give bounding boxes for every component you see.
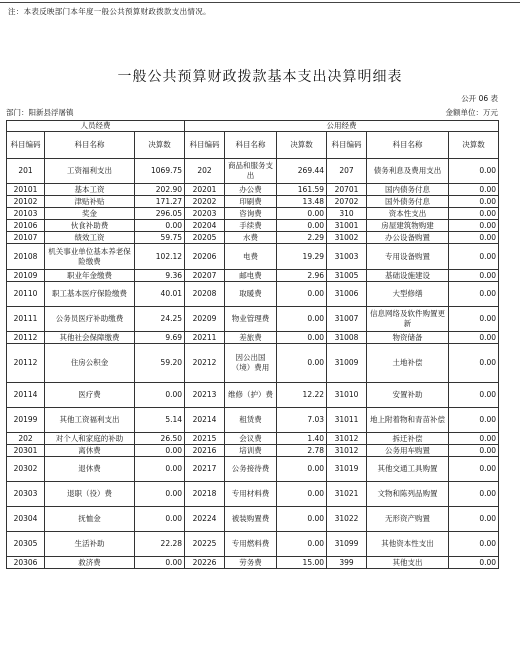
personnel-name-cell: 职业年金缴费 bbox=[45, 270, 135, 282]
unit-label: 金额单位：万元 bbox=[445, 108, 498, 117]
public-amount-cell: 13.48 bbox=[277, 196, 327, 208]
public-code-cell: 20209 bbox=[185, 307, 225, 332]
personnel-code-cell: 20101 bbox=[7, 184, 45, 196]
personnel-name-cell: 医疗费 bbox=[45, 383, 135, 408]
personnel-code-cell: 20114 bbox=[7, 383, 45, 408]
capital-amount-cell: 0.00 bbox=[449, 220, 499, 232]
personnel-code-cell: 20303 bbox=[7, 482, 45, 507]
public-amount-cell: 0.00 bbox=[277, 532, 327, 557]
public-code-cell: 20226 bbox=[185, 557, 225, 569]
table-row bbox=[7, 270, 499, 282]
public-code-cell: 20206 bbox=[185, 244, 225, 270]
personnel-amount-cell: 0.00 bbox=[135, 445, 185, 457]
personnel-code-cell: 20305 bbox=[7, 532, 45, 557]
table-code: 公开 06 表 bbox=[461, 94, 498, 103]
personnel-code-cell: 20108 bbox=[7, 244, 45, 270]
public-amount-cell: 0.00 bbox=[277, 220, 327, 232]
personnel-code-cell: 20110 bbox=[7, 282, 45, 307]
table-row bbox=[7, 244, 499, 270]
public-name-cell: 租赁费 bbox=[225, 408, 277, 433]
group-header-row bbox=[7, 121, 499, 132]
capital-name-cell: 物资储备 bbox=[367, 332, 449, 344]
personnel-amount-cell: 202.90 bbox=[135, 184, 185, 196]
page-title: 一般公共预算财政拨款基本支出决算明细表 bbox=[117, 69, 403, 85]
public-amount-cell: 15.00 bbox=[277, 557, 327, 569]
capital-amount-cell: 0.00 bbox=[449, 383, 499, 408]
public-amount-cell: 2.29 bbox=[277, 232, 327, 244]
public-code-cell: 20201 bbox=[185, 184, 225, 196]
personnel-code-cell: 20111 bbox=[7, 307, 45, 332]
table-row bbox=[7, 445, 499, 457]
public-name-cell: 咨询费 bbox=[225, 208, 277, 220]
personnel-name-cell: 奖金 bbox=[45, 208, 135, 220]
header-name: 科目名称 bbox=[367, 132, 449, 159]
capital-code-cell: 31011 bbox=[327, 408, 367, 433]
header-code: 科目编码 bbox=[327, 132, 367, 159]
capital-name-cell: 大型修缮 bbox=[367, 282, 449, 307]
capital-code-cell: 31002 bbox=[327, 232, 367, 244]
personnel-name-cell: 其他工资福利支出 bbox=[45, 408, 135, 433]
capital-name-cell: 地上附着物和青苗补偿 bbox=[367, 408, 449, 433]
capital-amount-cell: 0.00 bbox=[449, 532, 499, 557]
capital-amount-cell: 0.00 bbox=[449, 232, 499, 244]
group-personnel: 人员经费 bbox=[7, 121, 185, 132]
personnel-name-cell: 伙食补助费 bbox=[45, 220, 135, 232]
table-row bbox=[7, 282, 499, 307]
capital-code-cell: 31008 bbox=[327, 332, 367, 344]
personnel-amount-cell: 296.05 bbox=[135, 208, 185, 220]
column-header-row bbox=[7, 132, 499, 159]
public-name-cell: 专用材料费 bbox=[225, 482, 277, 507]
capital-name-cell: 安置补助 bbox=[367, 383, 449, 408]
personnel-amount-cell: 0.00 bbox=[135, 220, 185, 232]
personnel-code-cell: 20102 bbox=[7, 196, 45, 208]
personnel-code-cell: 201 bbox=[7, 159, 45, 184]
capital-name-cell: 基础设施建设 bbox=[367, 270, 449, 282]
table-row bbox=[7, 383, 499, 408]
table-row bbox=[7, 457, 499, 482]
public-name-cell: 公务接待费 bbox=[225, 457, 277, 482]
personnel-code-cell: 20107 bbox=[7, 232, 45, 244]
capital-name-cell: 土地补偿 bbox=[367, 344, 449, 383]
capital-name-cell: 拆迁补偿 bbox=[367, 433, 449, 445]
table-row bbox=[7, 433, 499, 445]
public-name-cell: 被装购置费 bbox=[225, 507, 277, 532]
public-code-cell: 20204 bbox=[185, 220, 225, 232]
public-name-cell: 取暖费 bbox=[225, 282, 277, 307]
capital-name-cell: 专用设备购置 bbox=[367, 244, 449, 270]
public-code-cell: 20207 bbox=[185, 270, 225, 282]
personnel-name-cell: 离休费 bbox=[45, 445, 135, 457]
personnel-name-cell: 机关事业单位基本养老保险缴费 bbox=[45, 244, 135, 270]
header-name: 科目名称 bbox=[45, 132, 135, 159]
personnel-code-cell: 202 bbox=[7, 433, 45, 445]
table-row bbox=[7, 196, 499, 208]
public-amount-cell: 0.00 bbox=[277, 282, 327, 307]
table-row bbox=[7, 307, 499, 332]
capital-name-cell: 公务用车购置 bbox=[367, 445, 449, 457]
public-amount-cell: 0.00 bbox=[277, 208, 327, 220]
public-name-cell: 会议费 bbox=[225, 433, 277, 445]
capital-amount-cell: 0.00 bbox=[449, 445, 499, 457]
public-code-cell: 20205 bbox=[185, 232, 225, 244]
personnel-code-cell: 20199 bbox=[7, 408, 45, 433]
capital-code-cell: 31006 bbox=[327, 282, 367, 307]
header-code: 科目编码 bbox=[7, 132, 45, 159]
department-label: 部门：阳新县浮屠镇 bbox=[6, 108, 74, 117]
capital-name-cell: 文物和陈列品购置 bbox=[367, 482, 449, 507]
personnel-code-cell: 20103 bbox=[7, 208, 45, 220]
public-amount-cell: 0.00 bbox=[277, 457, 327, 482]
personnel-name-cell: 对个人和家庭的补助 bbox=[45, 433, 135, 445]
personnel-amount-cell: 59.20 bbox=[135, 344, 185, 383]
capital-code-cell: 31005 bbox=[327, 270, 367, 282]
capital-code-cell: 31003 bbox=[327, 244, 367, 270]
capital-name-cell: 房屋建筑物购建 bbox=[367, 220, 449, 232]
capital-code-cell: 31022 bbox=[327, 507, 367, 532]
capital-name-cell: 债务利息及费用支出 bbox=[367, 159, 449, 184]
table-row bbox=[7, 532, 499, 557]
public-amount-cell: 7.03 bbox=[277, 408, 327, 433]
public-code-cell: 20213 bbox=[185, 383, 225, 408]
public-amount-cell: 269.44 bbox=[277, 159, 327, 184]
personnel-code-cell: 20301 bbox=[7, 445, 45, 457]
personnel-amount-cell: 0.00 bbox=[135, 557, 185, 569]
personnel-name-cell: 公务员医疗补助缴费 bbox=[45, 307, 135, 332]
personnel-name-cell: 基本工资 bbox=[45, 184, 135, 196]
personnel-amount-cell: 171.27 bbox=[135, 196, 185, 208]
capital-code-cell: 20702 bbox=[327, 196, 367, 208]
capital-code-cell: 31019 bbox=[327, 457, 367, 482]
table-row bbox=[7, 184, 499, 196]
capital-amount-cell: 0.00 bbox=[449, 457, 499, 482]
capital-name-cell: 无形资产购置 bbox=[367, 507, 449, 532]
table-row bbox=[7, 332, 499, 344]
capital-amount-cell: 0.00 bbox=[449, 507, 499, 532]
personnel-code-cell: 20112 bbox=[7, 332, 45, 344]
capital-name-cell: 办公设备购置 bbox=[367, 232, 449, 244]
personnel-amount-cell: 102.12 bbox=[135, 244, 185, 270]
table-row bbox=[7, 408, 499, 433]
table-row bbox=[7, 507, 499, 532]
table-row bbox=[7, 159, 499, 184]
personnel-name-cell: 其他社会保障缴费 bbox=[45, 332, 135, 344]
capital-amount-cell: 0.00 bbox=[449, 196, 499, 208]
public-name-cell: 培训费 bbox=[225, 445, 277, 457]
public-code-cell: 20225 bbox=[185, 532, 225, 557]
personnel-name-cell: 工资福利支出 bbox=[45, 159, 135, 184]
public-code-cell: 20211 bbox=[185, 332, 225, 344]
public-amount-cell: 1.40 bbox=[277, 433, 327, 445]
capital-name-cell: 国内债务付息 bbox=[367, 184, 449, 196]
capital-code-cell: 20701 bbox=[327, 184, 367, 196]
personnel-amount-cell: 0.00 bbox=[135, 507, 185, 532]
public-amount-cell: 0.00 bbox=[277, 482, 327, 507]
public-name-cell: 邮电费 bbox=[225, 270, 277, 282]
capital-amount-cell: 0.00 bbox=[449, 270, 499, 282]
personnel-amount-cell: 1069.75 bbox=[135, 159, 185, 184]
public-code-cell: 20212 bbox=[185, 344, 225, 383]
public-code-cell: 20217 bbox=[185, 457, 225, 482]
public-code-cell: 20216 bbox=[185, 445, 225, 457]
public-name-cell: 物业管理费 bbox=[225, 307, 277, 332]
public-name-cell: 因公出国（境）费用 bbox=[225, 344, 277, 383]
capital-amount-cell: 0.00 bbox=[449, 408, 499, 433]
header-amount: 决算数 bbox=[277, 132, 327, 159]
public-name-cell: 劳务费 bbox=[225, 557, 277, 569]
capital-amount-cell: 0.00 bbox=[449, 159, 499, 184]
capital-amount-cell: 0.00 bbox=[449, 184, 499, 196]
header-name: 科目名称 bbox=[225, 132, 277, 159]
personnel-amount-cell: 24.25 bbox=[135, 307, 185, 332]
public-code-cell: 20215 bbox=[185, 433, 225, 445]
public-amount-cell: 12.22 bbox=[277, 383, 327, 408]
personnel-amount-cell: 0.00 bbox=[135, 457, 185, 482]
capital-name-cell: 其他支出 bbox=[367, 557, 449, 569]
personnel-code-cell: 20304 bbox=[7, 507, 45, 532]
public-code-cell: 20224 bbox=[185, 507, 225, 532]
personnel-amount-cell: 40.01 bbox=[135, 282, 185, 307]
capital-code-cell: 31010 bbox=[327, 383, 367, 408]
public-amount-cell: 0.00 bbox=[277, 332, 327, 344]
personnel-amount-cell: 22.28 bbox=[135, 532, 185, 557]
personnel-code-cell: 20106 bbox=[7, 220, 45, 232]
capital-code-cell: 31012 bbox=[327, 445, 367, 457]
public-code-cell: 20214 bbox=[185, 408, 225, 433]
public-code-cell: 20208 bbox=[185, 282, 225, 307]
personnel-name-cell: 退职（役）费 bbox=[45, 482, 135, 507]
capital-code-cell: 31012 bbox=[327, 433, 367, 445]
table-row bbox=[7, 208, 499, 220]
public-name-cell: 手续费 bbox=[225, 220, 277, 232]
public-code-cell: 20202 bbox=[185, 196, 225, 208]
public-amount-cell: 2.78 bbox=[277, 445, 327, 457]
personnel-code-cell: 20112 bbox=[7, 344, 45, 383]
top-rule bbox=[0, 2, 520, 3]
public-name-cell: 专用燃料费 bbox=[225, 532, 277, 557]
capital-amount-cell: 0.00 bbox=[449, 433, 499, 445]
capital-code-cell: 399 bbox=[327, 557, 367, 569]
public-amount-cell: 2.96 bbox=[277, 270, 327, 282]
public-name-cell: 水费 bbox=[225, 232, 277, 244]
expenditure-table bbox=[6, 120, 499, 569]
personnel-code-cell: 20306 bbox=[7, 557, 45, 569]
capital-name-cell: 信息网络及软件购置更新 bbox=[367, 307, 449, 332]
personnel-name-cell: 住房公积金 bbox=[45, 344, 135, 383]
capital-code-cell: 31009 bbox=[327, 344, 367, 383]
public-amount-cell: 0.00 bbox=[277, 307, 327, 332]
personnel-name-cell: 救济费 bbox=[45, 557, 135, 569]
personnel-amount-cell: 26.50 bbox=[135, 433, 185, 445]
capital-amount-cell: 0.00 bbox=[449, 208, 499, 220]
personnel-amount-cell: 9.69 bbox=[135, 332, 185, 344]
capital-code-cell: 31001 bbox=[327, 220, 367, 232]
group-public: 公用经费 bbox=[185, 121, 499, 132]
capital-name-cell: 其他交通工具购置 bbox=[367, 457, 449, 482]
header-amount: 决算数 bbox=[449, 132, 499, 159]
personnel-amount-cell: 9.36 bbox=[135, 270, 185, 282]
public-name-cell: 商品和服务支出 bbox=[225, 159, 277, 184]
capital-amount-cell: 0.00 bbox=[449, 482, 499, 507]
capital-amount-cell: 0.00 bbox=[449, 244, 499, 270]
capital-name-cell: 资本性支出 bbox=[367, 208, 449, 220]
public-name-cell: 维修（护）费 bbox=[225, 383, 277, 408]
personnel-name-cell: 抚恤金 bbox=[45, 507, 135, 532]
table-row bbox=[7, 482, 499, 507]
capital-amount-cell: 0.00 bbox=[449, 282, 499, 307]
table-row bbox=[7, 232, 499, 244]
capital-amount-cell: 0.00 bbox=[449, 332, 499, 344]
capital-code-cell: 31099 bbox=[327, 532, 367, 557]
personnel-amount-cell: 0.00 bbox=[135, 482, 185, 507]
public-code-cell: 20203 bbox=[185, 208, 225, 220]
header-code: 科目编码 bbox=[185, 132, 225, 159]
capital-code-cell: 31007 bbox=[327, 307, 367, 332]
capital-amount-cell: 0.00 bbox=[449, 344, 499, 383]
public-amount-cell: 0.00 bbox=[277, 344, 327, 383]
personnel-name-cell: 退休费 bbox=[45, 457, 135, 482]
personnel-name-cell: 绩效工资 bbox=[45, 232, 135, 244]
table-row bbox=[7, 220, 499, 232]
public-name-cell: 差旅费 bbox=[225, 332, 277, 344]
capital-name-cell: 其他资本性支出 bbox=[367, 532, 449, 557]
personnel-code-cell: 20302 bbox=[7, 457, 45, 482]
capital-code-cell: 31021 bbox=[327, 482, 367, 507]
public-amount-cell: 19.29 bbox=[277, 244, 327, 270]
capital-code-cell: 310 bbox=[327, 208, 367, 220]
personnel-amount-cell: 5.14 bbox=[135, 408, 185, 433]
personnel-name-cell: 生活补助 bbox=[45, 532, 135, 557]
public-code-cell: 202 bbox=[185, 159, 225, 184]
public-name-cell: 办公费 bbox=[225, 184, 277, 196]
personnel-code-cell: 20109 bbox=[7, 270, 45, 282]
table-row bbox=[7, 557, 499, 569]
public-amount-cell: 0.00 bbox=[277, 507, 327, 532]
public-name-cell: 电费 bbox=[225, 244, 277, 270]
public-code-cell: 20218 bbox=[185, 482, 225, 507]
public-amount-cell: 161.59 bbox=[277, 184, 327, 196]
public-name-cell: 印刷费 bbox=[225, 196, 277, 208]
personnel-amount-cell: 0.00 bbox=[135, 383, 185, 408]
personnel-amount-cell: 59.75 bbox=[135, 232, 185, 244]
table-row bbox=[7, 344, 499, 383]
capital-amount-cell: 0.00 bbox=[449, 307, 499, 332]
personnel-name-cell: 津贴补贴 bbox=[45, 196, 135, 208]
table-note: 注：本表反映部门本年度一般公共预算财政拨款支出情况。 bbox=[8, 7, 211, 16]
capital-amount-cell: 0.00 bbox=[449, 557, 499, 569]
personnel-name-cell: 职工基本医疗保险缴费 bbox=[45, 282, 135, 307]
capital-code-cell: 207 bbox=[327, 159, 367, 184]
capital-name-cell: 国外债务付息 bbox=[367, 196, 449, 208]
header-amount: 决算数 bbox=[135, 132, 185, 159]
